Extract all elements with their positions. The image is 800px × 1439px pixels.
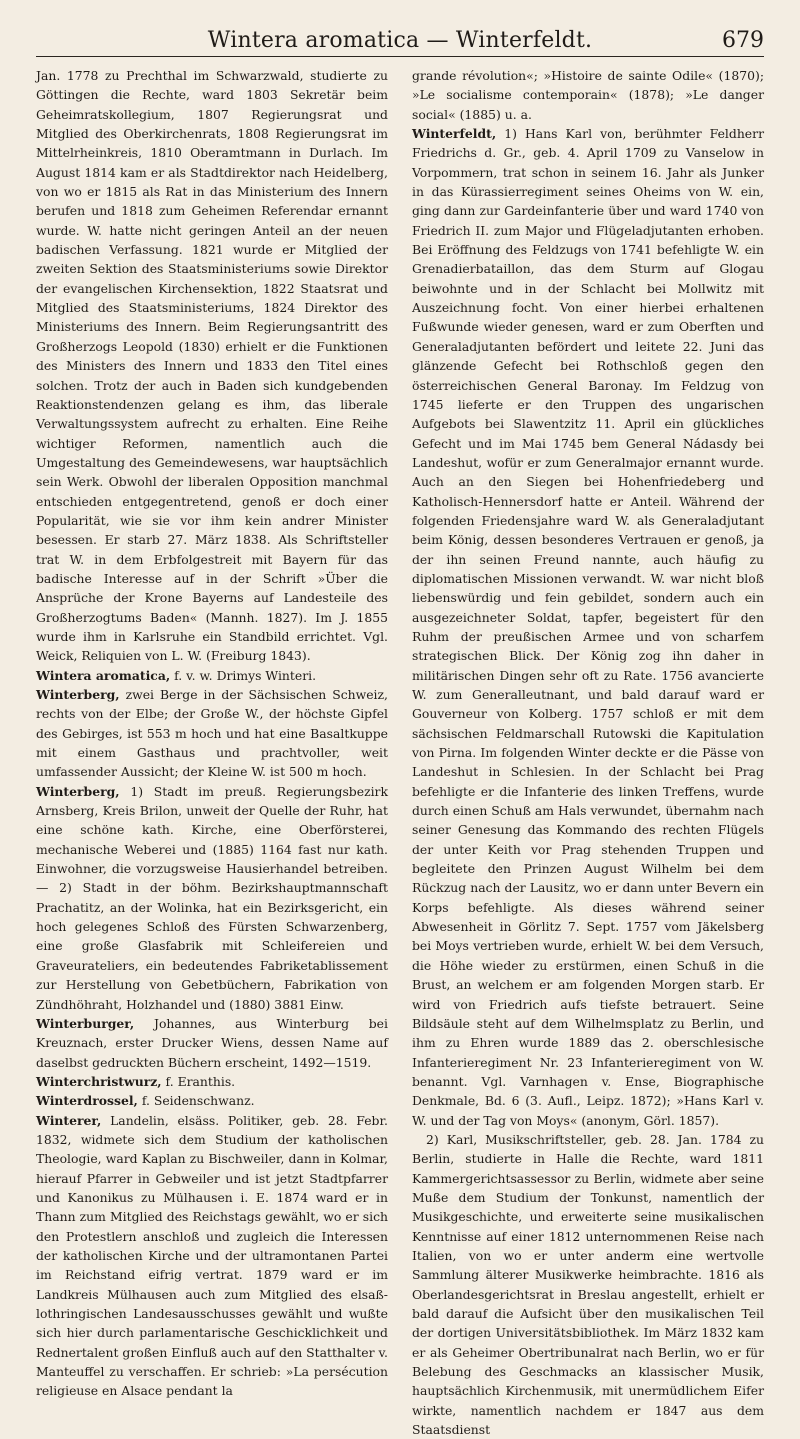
entry-paragraph — [36, 66, 388, 666]
page-number: 679 — [722, 28, 764, 53]
entry-paragraph — [412, 124, 764, 1130]
entry-headword: Winterchristwurz, — [36, 1073, 162, 1089]
page-header — [36, 26, 764, 57]
entry-headword: Winterfeldt, — [412, 126, 497, 142]
entry-paragraph — [36, 1091, 388, 1110]
entry-headword: Wintera aromatica, — [36, 667, 171, 683]
entry-paragraph — [36, 1111, 388, 1401]
entry-paragraph — [412, 1130, 764, 1439]
running-title: Wintera aromatica — Winterfeldt. — [207, 28, 593, 53]
entry-headword: Winterberg, — [36, 687, 120, 702]
entry-paragraph — [412, 66, 764, 124]
entry-text: 1) Hans Karl von, berühmter Feldherr Friedrichs d. Gr., geb. 4. April 1709 zu Vanselow in Vorpommern, trat schon in seinem 16. Jahr als Junker in das Kürassierregiment seines Oheims von W. ein, ging dann zur Gardeinfanterie über und ward 1740 von Friedrich II. zum Major und Flügeladjutanten erhoben. Bei Eröffnung des Feldzugs von 1741 befehligte W. ein Grenadierbataillon, das dem Sturm auf Glogau beiwohnte und in der Schlacht bei Mollwitz mit Auszeichnung focht. Von einer hierbei erhaltenen Fußwunde wieder genesen, ward er zum Oberften und Generaladjutanten befördert und leitete 22. Juni das glänzende Gefecht bei Rothschloß gegen den österreichischen General Baronay. Im Feldzug von 1745 lieferte er den Truppen des ungarischen Aufgebots bei Slawentzitz 11. April ein glückliches Gefecht und im Mai 1745 bem General Nádasdy bei Landeshut, wofür er zum Generalmajor ernannt wurde. Auch an den Siegen bei Hohenfriedeberg und Katholisch-Hennersdorf hatte er Anteil. Während der folgenden Friedensjahre ward W. als Generaladjutant beim König, dessen besonderes Vertrauen er genoß, ja der ihn seinen Freund nannte, auch häufig zu diplomatischen Missionen verwandt. W. war nicht bloß liebenswürdig und fein gebildet, sondern auch ein ausgezeichneter Soldat, tapfer, begeistert für den Ruhm der preußischen Armee und von scharfem strategischen Blick. Der König zog ihn daher in militärischen Dingen sehr oft zu Rate. 1756 avancierte W. zum Generalleutnant, und bald darauf ward er Gouverneur von Kolberg. 1757 schloß er mit dem sächsischen Feldmarschall Rutowski die Kapitulation von Pirna. Im folgenden Winter deckte er die Pässe von Landeshut in Schlesien. In der Schlacht bei Prag befehligte er die Infanterie des linken Treffens, wurde durch einen Schuß am Hals verwundet, übernahm nach seiner Genesung das Kommando des rechten Flügels der unter Keith vor Prag stehenden Truppen und begleitete den Prinzen August Wilhelm bei dem Rückzug nach der Lausitz, wo er dann unter Bevern ein Korps befehligte. Als dieses während seiner Abwesenheit in Görlitz 7. Sept. 1757 vom Jäkelsberg bei Moys vertrieben wurde, erhielt W. bei dem Versuch, die Höhe wieder zu erstürmen, einen Schuß in die Brust, an welchem er am folgenden Morgen starb. Er wird von Friedrich aufs tiefste betrauert. Seine Bildsäule steht auf dem Wilhelmsplatz zu Berlin, und ihm zu Ehren wurde 1889 das 2. oberschlesische Infanterieregiment Nr. 23 Infanterieregiment von W. benannt. Vgl. Varnhagen v. Ense, Biographische Denkmale, Bd. 6 (3. Aufl., Leipz. 1872); »Hans Karl v. W. und der Tag von Moys« (anonym, Görl. 1857). — [412, 126, 764, 1128]
entry-text: Jan. 1778 zu Prechthal im Schwarzwald, studierte zu Göttingen die Rechte, ward 1803 Sekretär beim Geheimratskollegium, 1807 Regierungsrat und Mitglied des Oberkirchenrats, 1808 Regierungsrat im Mittelrheinkreis, 1810 Oberamtmann in Durlach. Im August 1814 kam er als Stadtdirektor nach Heidelberg, von wo er 1815 als Rat in das Ministerium des Innern berufen und 1818 zum Geheimen Referendar ernannt wurde. W. hatte nicht geringen Anteil an der neuen badischen Verfassung. 1821 wurde er Mitglied der zweiten Sektion des Staatsministeriums sowie Direktor der evangelischen Kirchensektion, 1822 Staatsrat und Mitglied des Staatsministeriums, 1824 Direktor des Ministeriums des Innern. Beim Regierungsantritt des Großherzogs Leopold (1830) erhielt er die Funktionen des Ministers des Innern und 1833 den Titel eines solchen. Trotz der auch in Baden sich kundgebenden Reaktionstendenzen gelang es ihm, das liberale Verwaltungssystem aufrecht zu erhalten. Eine Reihe wichtiger Reformen, namentlich auch die Umgestaltung des Gemeindewesens, war hauptsächlich sein Werk. Obwohl der liberalen Opposition manchmal entschieden entgegentretend, genoß er doch einer Popularität, wie sie vor ihm kein andrer Minister besessen. Er starb 27. März 1838. Als Schriftsteller trat W. in dem Erbfolgestreit mit Bayern für das badische Interesse auf in der Schrift »Über die Ansprüche der Krone Bayerns auf Landesteile des Großherzogtums Baden« (Mannh. 1827). Im J. 1855 wurde ihm in Karlsruhe ein Standbild errichtet. Vgl. Weick, Reliquien von L. W. (Freiburg 1843). — [36, 68, 388, 664]
entry-text: f. Eranthis. — [165, 1073, 236, 1089]
left-column — [36, 66, 388, 1399]
entry-text: Landelin, elsäss. Politiker, geb. 28. Febr. 1832, widmete sich dem Studium der katholischen Theologie, ward Kaplan zu Bischweiler, dann in Kolmar, hierauf Pfarrer in Gebweiler und ist jetzt Stadtpfarrer und Kanonikus zu Mülhausen i. E. 1874 ward er in Thann zum Mitglied des Reichstags gewählt, wo er sich den Protestlern anschloß und zugleich die Interessen der katholischen Kirche und der ultramontanen Partei im Reichstand eifrig vertrat. 1879 ward er im Landkreis Mülhausen auch zum Mitglied des elsaß-lothringischen Landesausschusses gewählt und wußte sich hier durch parlamentarische Geschicklichkeit und Rednertalent großen Einfluß auch auf den Statthalter v. Manteuffel zu verschaffen. Er schrieb: »La persécution religieuse en Alsace pendant la — [36, 1112, 388, 1399]
entry-text: zwei Berge in der Sächsischen Schweiz, rechts von der Elbe; der Große W., der höchste Gipfel des Gebirges, ist 553 m hoch und hat eine Basaltkuppe mit einem Gasthaus und prachtvoller, weit umfassender Aussicht; der Kleine W. ist 500 m hoch. — [36, 687, 388, 780]
entry-text: Johannes, aus Winterburg bei Kreuznach, erster Drucker Wiens, dessen Name auf daselbst gedruckten Büchern erscheint, 1492—1519. — [36, 1015, 388, 1070]
entry-paragraph — [36, 782, 388, 1014]
entry-text: f. Seidenschwanz. — [141, 1093, 255, 1109]
entry-paragraph — [36, 1072, 388, 1091]
right-column — [412, 66, 764, 1438]
entry-headword: Winterdrossel, — [36, 1093, 138, 1109]
entry-paragraph — [36, 685, 388, 782]
entry-text: 2) Karl, Musikschriftsteller, geb. 28. Jan. 1784 zu Berlin, studierte in Halle die Rechte, ward 1811 Kammergerichtsassessor zu Berlin, widmete aber seine Muße dem Studium der Tonkunst, namentlich der Musikgeschichte, und erweiterte seine musikalischen Kenntnisse auf einer 1812 unternommenen Reise nach Italien, von wo er unter anderm eine wertvolle Sammlung älterer Musikwerke heimbrachte. 1816 als Oberlandesgerichtsrat in Breslau angestellt, erhielt er bald darauf die Aufsicht über den musikalischen Teil der dortigen Universitätsbibliothek. Im März 1832 kam er als Geheimer Obertribunalrat nach Berlin, wo er für Belebung des Geschmacks an klassischer Musik, hauptsächlich Kirchenmusik, mit unermüdlichem Eifer wirkte, namentlich nachdem er 1847 aus dem Staatsdienst — [412, 1131, 764, 1438]
entry-paragraph — [36, 1014, 388, 1072]
entry-headword: Winterburger, — [36, 1015, 135, 1031]
entry-text: grande révolution«; »Histoire de sainte Odile« (1870); »Le socialisme contemporain« (1878); »Le danger social« (1885) u. a. — [412, 68, 764, 122]
entry-text: f. v. w. Drimys Winteri. — [174, 667, 317, 683]
entry-text: 1) Stadt im preuß. Regierungsbezirk Arnsberg, Kreis Brilon, unweit der Quelle der Ruhr, hat eine schöne kath. Kirche, eine Oberförsterei, mechanische Weberei und (1885) 1164 fast nur kath. Einwohner, die vorzugsweise Hausierhandel betreiben. — 2) Stadt in der böhm. Bezirkshauptmannschaft Prachatitz, an der Wolinka, hat ein Bezirksgericht, ein hoch gelegenes Schloß des Fürsten Schwarzenberg, eine große Glasfabrik mit Schleifereien und Graveurateliers, ein bedeutendes Fabriketablissement zur Herstellung von Gebetbüchern, Fabrikation von Zündhöhraht, Holzhandel und (1880) 3881 Einw. — [36, 783, 388, 1012]
entry-paragraph — [36, 666, 388, 685]
entry-headword: Winterberg, — [36, 783, 120, 799]
entry-headword: Winterer, — [36, 1112, 102, 1128]
